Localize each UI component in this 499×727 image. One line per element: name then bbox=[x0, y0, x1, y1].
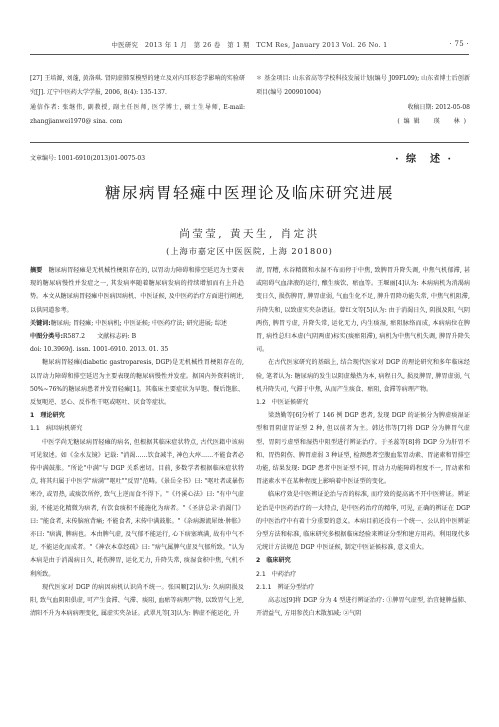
abstract bbox=[30, 264, 244, 317]
paragraph-differentiation: 临床疗效是中医辨证论治与否的标准, 而疗效的提高离不开中医辨证。辨证论治是中医药治疗的一大特点, 是中医药治疗的精华, 可见, 正确的辨证在 DGP 的中医治疗中有着十分重要的意义。本病目前还没有一个统一、公认的中医辨证分型方法和标准, 临床研究多根据临床经验来辨证分型和建方用药。利用现代多元统计方法规范 DGP 中医证候, 制定中医证候标准, 意义重大。 bbox=[256, 491, 470, 552]
editor-note: (编辑 瑛 林) bbox=[397, 118, 470, 126]
subsection-heading-2-1-1: 2.1.1 辨证分型治疗 bbox=[256, 583, 315, 591]
section-heading-2: 2 临床研究 bbox=[256, 557, 291, 565]
left-column bbox=[30, 264, 244, 620]
paragraph-modern-views: 现代医家对 DGP 的病因病机认识尚不统一。张国顺[2]认为: 久病阴损及阳, 致气血阴阳俱虚, 可产生食滞、气滞、痰阻, 血瘀等病理产物, 以致胃气上逆, 清阳不升为本病病理变化, 属虚实夹杂证。武翠凡等[3]认为: 脾虚不能运化, 升 bbox=[30, 583, 244, 618]
paragraph-syndromes: 梁劲勤等[6]分析了 146 例 DGP 患者, 发现 DGP 的证候分为脾虚痰湿证型和胃阴虚胃证型 2 种, 但以前者为主。韩达伟等[7]将 DGP 分为脾胃气虚型、胃阴亏虚型和湿热中阻型进行辨证治疗。于圣蕊等[8]将 DGP 分为肝胃不和、胃热阴伤、脾胃虚弱 3 种证型, 检测患者空腹血浆胃动素、胃泌素和胃排空功能, 结果发现: DGP 患者中医证型不同, 胃动力功能障碍程度不一, 胃动素和胃泌素水平在某种程度上影响着中医证型的变化。 bbox=[256, 412, 470, 486]
abstract-label: 摘要 bbox=[30, 267, 43, 274]
intro-paragraph: 糖尿病胃轻瘫(diabetic gastroparesis, DGP)是无机械性胃梗阻存在的, 以胃动力障碍和排空延迟为主要表现的糖尿病慢性并发症。据国内外资料统计, 50%~76%的糖尿病患者并发胃轻瘫[1]。其临床主要症状为早饱、餐后饱胀、反复呃逆、恶心、反作性干呕或呕吐、厌食等症状。 bbox=[30, 359, 244, 407]
paragraph-etiology: 中医学尚无糖尿病胃轻瘫的病名, 但根据其临床症状特点, 古代医籍中该病可见叙述。如《金水友镜》记载: "消渴……饮食减半, 神色大瘁……不能食者必传中满鼓胀。"所论"中满"与 DGP 关系密切。目前, 多数学者根据临床症状特点, 将其归属于中医学"痞满""呕吐""反胃"范畴。《景岳全书》曰: "呕吐者或暴伤寒冷, 或胃热, 或痰饮所停, 致气上逆而食不得下。"《丹溪心法》曰: "有中气虚弱, 不能运化精微为痞者, 有饮食痰积不能施化为痞者。"《圣济总录·消渴门》曰: "能食者, 末传脑疽背痛; 不能食者, 末传中满鼓胀。"《杂病源流犀烛·肿胀》亦曰: "痞满, 脾病也。本由脾气虚, 及气郁不能运行, 心下痞塞填满, 故有中气不足, 不能运化而成者。"《神农本草经疏》曰: "痞气属脾气虚及气郁所致。"认为本病是由于消渴病日久, 耗伤脾胃, 运化无力, 升降失常, 痰湿食积中焦, 气机不利所致。 bbox=[30, 438, 244, 578]
section-rule bbox=[30, 142, 469, 143]
classification-label: 中图分类号: bbox=[30, 333, 63, 341]
paragraph-author-view: 在古代医家研究的基础上, 结合现代医家对 DGP 的理论研究和多年临床经验, 笔者认为: 糖尿病的发生以阴虚燥热为本, 病程日久, 损及脾胃, 脾胃虚弱, 气机升降失司, 气滞于中焦, 从而产生痰食、瘀阻, 食滞等病理产物。 bbox=[256, 359, 470, 393]
reference-27: [27] 王培源, 刘蓬, 黄洛琪. 肾阴虚肺泵模型的建立及对内耳形态学影响的实验研究[J]. 辽宁中医药大学学报, 2006, 8(4): 135-137. bbox=[30, 75, 245, 97]
paragraph-treatment: 高志远[9]将 DGP 分为 4 型进行辨证治疗: ①脾胃气虚型, 治宜健脾益肺、开清益气, 方用参芪白术散加减; ②气阴 bbox=[256, 597, 470, 618]
article-title: 糖尿病胃轻瘫中医理论及临床研究进展 bbox=[104, 184, 394, 202]
fund-note: ＊ 基金项目: 山东省高等学校科技发展计划(编号 J09FL09); 山东省博士后创新项目(编号 200901004) bbox=[256, 75, 470, 97]
affiliation: (上海市嘉定区中医医院, 上海 201800) bbox=[166, 246, 333, 256]
top-left-block bbox=[30, 72, 245, 130]
keywords bbox=[30, 317, 244, 330]
classification bbox=[30, 330, 244, 343]
received-date: 收稿日期: 2012-05-08 bbox=[407, 103, 470, 111]
running-head bbox=[30, 40, 469, 52]
section-heading-1: 1 理论研究 bbox=[30, 412, 65, 420]
keywords-label: 关键词: bbox=[30, 319, 51, 327]
subsection-heading-2-1: 2.1 中药治疗 bbox=[256, 570, 297, 578]
classification-value: R587.2 文献标志码: B bbox=[62, 333, 137, 341]
doi: doi: 10.3969/j. issn. 1001-6910. 2013. 01. 35 bbox=[30, 346, 169, 354]
running-head-text: 中医研究 2013 年 1 月 第 26 卷 第 1 期 TCM Res, January 2013 Vol. 26 No. 1 bbox=[111, 41, 388, 49]
page-number: · 75 · bbox=[449, 40, 469, 48]
subsection-heading-1-2: 1.2 中医证候研究 bbox=[256, 399, 309, 407]
right-column bbox=[256, 264, 470, 620]
top-right-block bbox=[256, 72, 470, 130]
header-rule bbox=[30, 54, 469, 55]
subsection-heading-1-1: 1.1 病因病机研究 bbox=[30, 425, 83, 433]
abstract-text: 糖尿病胃轻瘫是无机械性梗阻存在的, 以胃动力障碍和排空延迟为主要表现的糖尿病慢性并发症之一, 其发病率随着糖尿病发病的持续增加而有上升趋势。本文从糖尿病胃轻瘫中医病因病机、中医证候, 及中医药治疗方面进行阐述, 以供同道参考。 bbox=[30, 267, 245, 314]
paragraph-continued: 清, 胃糟, 水谷精微和水湿不布而停于中焦, 致脾胃升降失调, 中焦气机郁滞, 甚或阻碍气血津液的运行, 酿生痰饮、瘀血等。王堰丽[4]认为: 本病病机为消渴病变日久, 损伤脾胃, 脾胃虚弱, 气血生化不足, 脾升胃降功能失常, 中焦气机阻滞, 升降失和, 以致虚实夹杂诸证。曾红文等[5]认为: 由于消渴日久, 阴损及阳, 气阴两伤, 脾胃亏虚, 升降失常, 运化无力, 内生痰湿, 瘀阻脉络而成, 本病病位在脾胃, 病性总归本虚(气阴两虚)标实(痰瘀阻滞), 病机为中焦气机失调, 脾胃升降失司。 bbox=[256, 267, 470, 354]
keywords-text: 糖尿病; 胃轻瘫; 中医病机; 中医证候; 中医药疗法; 研究进展; 综述 bbox=[50, 319, 228, 327]
corresponding-author-note: 通信作者: 张继伟, 副教授, 副主任医师, 医学博士, 硕士生导师, E-mail: zhangjianwei1970@ sina. com bbox=[30, 103, 245, 126]
article-number: 文章编号: 1001-6910(2013)01-0075-03 bbox=[30, 155, 146, 162]
review-tag: · 综 述 · bbox=[395, 154, 453, 165]
authors: 尚莹莹, 黄天生, 肖定洪 bbox=[179, 228, 320, 240]
